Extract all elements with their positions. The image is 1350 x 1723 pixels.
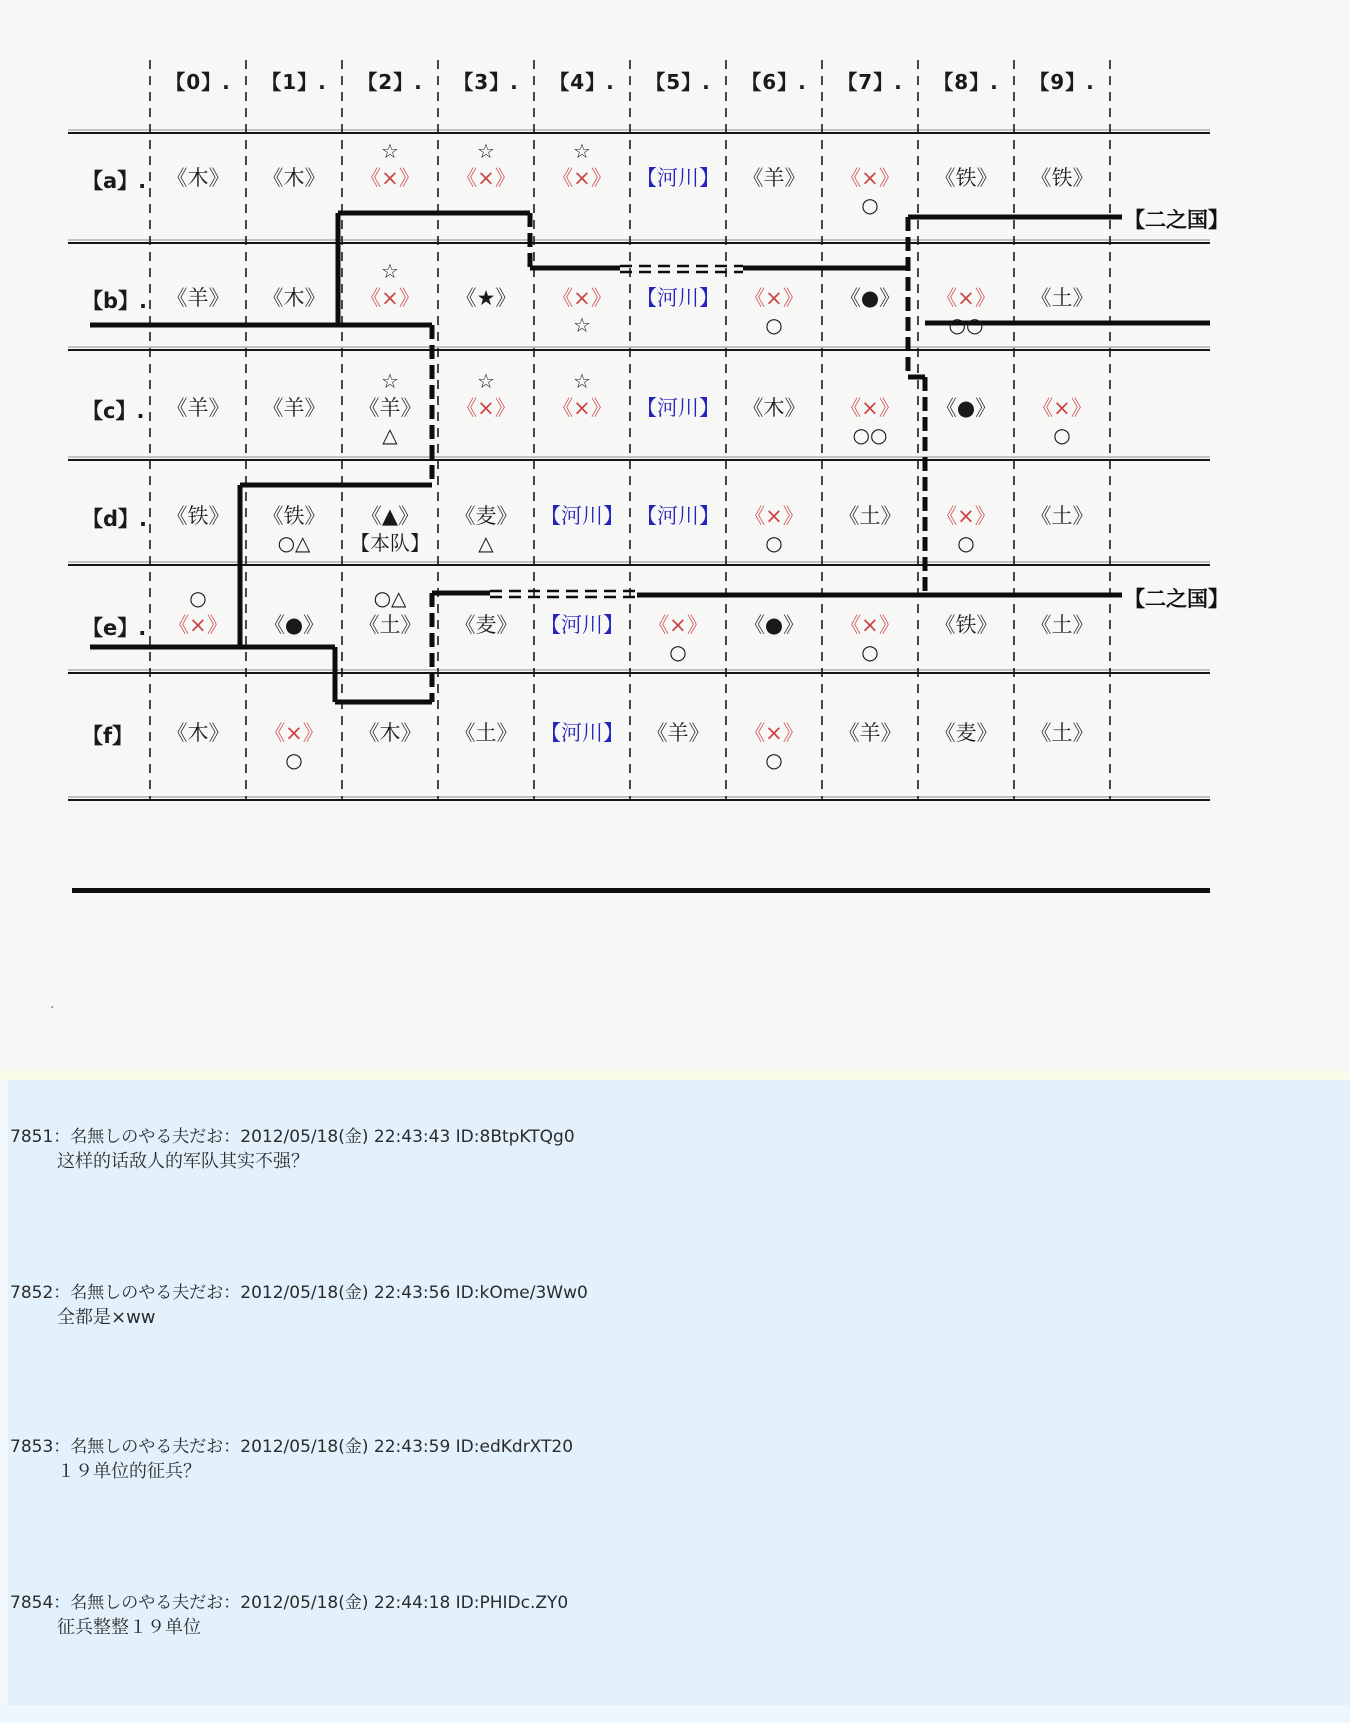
map-cell-c0: 《羊》 bbox=[166, 396, 230, 420]
col-header-2: 【2】. bbox=[357, 70, 423, 94]
map-cell-c5: 【河川】 bbox=[636, 396, 720, 420]
map-cell-f4: 【河川】 bbox=[540, 721, 624, 745]
stray-dot: . bbox=[50, 996, 55, 1012]
map-cell-c8: 《●》 bbox=[935, 396, 997, 420]
map-cell-e8: 《铁》 bbox=[934, 613, 998, 637]
post-body-7851: 这样的话敌人的军队其实不强？ bbox=[57, 1151, 309, 1172]
row-label-d: 【d】. bbox=[82, 507, 148, 531]
col-header-5: 【5】. bbox=[645, 70, 711, 94]
map-cell-c7-bottom: ○○ bbox=[852, 423, 888, 447]
map-cell-c4: 《×》 bbox=[552, 396, 612, 420]
map-cell-c3: 《×》 bbox=[456, 396, 516, 420]
post-7851 bbox=[0, 1122, 1340, 1182]
map-cell-e5-bottom: ○ bbox=[669, 640, 687, 664]
map-cell-c9: 《×》 bbox=[1032, 396, 1092, 420]
map-cell-f6: 《×》 bbox=[744, 721, 804, 745]
post-7853 bbox=[0, 1432, 1340, 1492]
map-cell-c2-top: ☆ bbox=[381, 369, 399, 393]
map-cell-d1: 《铁》 bbox=[262, 504, 326, 528]
post-header-7851: 7851：名無しのやる夫だお：2012/05/18(金) 22:43:43 ID:8BtpKTQg0 bbox=[10, 1127, 575, 1147]
map-cell-f7: 《羊》 bbox=[838, 721, 902, 745]
map-cell-f5: 《羊》 bbox=[646, 721, 710, 745]
map-cell-c4-top: ☆ bbox=[573, 369, 591, 393]
map-cell-f3: 《土》 bbox=[454, 721, 518, 745]
post-body-7853: １９单位的征兵？ bbox=[57, 1461, 201, 1482]
post-header-7852: 7852：名無しのやる夫だお：2012/05/18(金) 22:43:56 ID:kOme/3Ww0 bbox=[10, 1283, 588, 1303]
map-cell-e1: 《●》 bbox=[263, 613, 325, 637]
map-cell-f0: 《木》 bbox=[166, 721, 230, 745]
map-cell-f2: 《木》 bbox=[358, 721, 422, 745]
map-cell-d5: 【河川】 bbox=[636, 504, 720, 528]
map-cell-c7: 《×》 bbox=[840, 396, 900, 420]
map-cell-c6: 《木》 bbox=[742, 396, 806, 420]
map-cell-a6: 《羊》 bbox=[742, 166, 806, 190]
map-cell-d1-bottom: ○△ bbox=[277, 531, 311, 555]
post-header-7854: 7854：名無しのやる夫だお：2012/05/18(金) 22:44:18 ID:PHIDc.ZY0 bbox=[10, 1593, 569, 1613]
map-cell-e4: 【河川】 bbox=[540, 613, 624, 637]
country-label-north: 【二之国】 bbox=[1124, 208, 1229, 232]
map-cell-a3-top: ☆ bbox=[477, 139, 495, 163]
map-cell-b4: 《×》 bbox=[552, 286, 612, 310]
post-body-7852: 全都是×ww bbox=[57, 1307, 156, 1328]
map-cell-b6-bottom: ○ bbox=[765, 313, 783, 337]
map-cell-b3: 《★》 bbox=[455, 286, 517, 310]
col-header-7: 【7】. bbox=[837, 70, 903, 94]
country-label-south: 【二之国】 bbox=[1124, 587, 1229, 611]
map-cell-c2: 《羊》 bbox=[358, 396, 422, 420]
map-cell-d0: 《铁》 bbox=[166, 504, 230, 528]
row-label-e: 【e】. bbox=[82, 616, 147, 640]
row-label-c: 【c】. bbox=[82, 399, 145, 423]
map-cell-e7: 《×》 bbox=[840, 613, 900, 637]
map-cell-b2: 《×》 bbox=[360, 286, 420, 310]
map-cell-a9: 《铁》 bbox=[1030, 166, 1094, 190]
col-header-8: 【8】. bbox=[933, 70, 999, 94]
row-label-f: 【f】 bbox=[82, 724, 134, 748]
map-cell-b8-bottom: ○○ bbox=[948, 313, 984, 337]
map-cell-a3: 《×》 bbox=[456, 166, 516, 190]
map-cell-e6: 《●》 bbox=[743, 613, 805, 637]
map-cell-c9-bottom: ○ bbox=[1053, 423, 1071, 447]
map-cell-e5: 《×》 bbox=[648, 613, 708, 637]
map-cell-a4: 《×》 bbox=[552, 166, 612, 190]
map-cell-a2: 《×》 bbox=[360, 166, 420, 190]
map-cell-a7-bottom: ○ bbox=[861, 193, 879, 217]
map-cell-c3-top: ☆ bbox=[477, 369, 495, 393]
map-cell-d6: 《×》 bbox=[744, 504, 804, 528]
col-header-4: 【4】. bbox=[549, 70, 615, 94]
map-cell-b5: 【河川】 bbox=[636, 286, 720, 310]
map-cell-e0-top: ○ bbox=[189, 586, 207, 610]
map-cell-a7: 《×》 bbox=[840, 166, 900, 190]
map-cell-a1: 《木》 bbox=[262, 166, 326, 190]
map-cell-a4-top: ☆ bbox=[573, 139, 591, 163]
forum-bottom-strip bbox=[0, 1705, 1350, 1723]
map-cell-d8: 《×》 bbox=[936, 504, 996, 528]
map-cell-a5: 【河川】 bbox=[636, 166, 720, 190]
map-cell-d3: 《麦》 bbox=[454, 504, 518, 528]
map-cell-e7-bottom: ○ bbox=[861, 640, 879, 664]
map-cell-b0: 《羊》 bbox=[166, 286, 230, 310]
map-cell-a2-top: ☆ bbox=[381, 139, 399, 163]
map-cell-c2-bottom: △ bbox=[382, 423, 398, 447]
map-cell-d3-bottom: △ bbox=[478, 531, 494, 555]
row-label-b: 【b】. bbox=[82, 289, 148, 313]
post-header-7853: 7853：名無しのやる夫だお：2012/05/18(金) 22:43:59 ID:edKdrXT20 bbox=[10, 1437, 574, 1457]
forum-top-strip bbox=[0, 1071, 1350, 1080]
map-cell-a0: 《木》 bbox=[166, 166, 230, 190]
map-cell-d4: 【河川】 bbox=[540, 504, 624, 528]
map-cell-d7: 《土》 bbox=[838, 504, 902, 528]
col-header-6: 【6】. bbox=[741, 70, 807, 94]
map-cell-e3: 《麦》 bbox=[454, 613, 518, 637]
map-cell-b8: 《×》 bbox=[936, 286, 996, 310]
map-cell-b4-bottom: ☆ bbox=[573, 313, 591, 337]
map-cell-b7: 《●》 bbox=[839, 286, 901, 310]
comment-section bbox=[0, 1080, 1350, 1723]
col-header-0: 【0】. bbox=[165, 70, 231, 94]
map-cell-d2-bottom: 【本队】 bbox=[350, 531, 430, 555]
post-7852 bbox=[0, 1278, 1340, 1338]
map-cell-b6: 《×》 bbox=[744, 286, 804, 310]
map-cell-f1-bottom: ○ bbox=[285, 748, 303, 772]
post-body-7854: 征兵整整１９单位 bbox=[57, 1617, 201, 1638]
map-cell-d6-bottom: ○ bbox=[765, 531, 783, 555]
row-label-a: 【a】. bbox=[82, 169, 147, 193]
map-cell-a8: 《铁》 bbox=[934, 166, 998, 190]
map-cell-d9: 《土》 bbox=[1030, 504, 1094, 528]
map-cell-e2: 《土》 bbox=[358, 613, 422, 637]
map-cell-f8: 《麦》 bbox=[934, 721, 998, 745]
map-cell-d8-bottom: ○ bbox=[957, 531, 975, 555]
map-cell-b2-top: ☆ bbox=[381, 259, 399, 283]
map-cell-b1: 《木》 bbox=[262, 286, 326, 310]
col-header-1: 【1】. bbox=[261, 70, 327, 94]
map-cell-f9: 《土》 bbox=[1030, 721, 1094, 745]
map-cell-d2: 《▲》 bbox=[360, 504, 420, 528]
map-cell-b9: 《土》 bbox=[1030, 286, 1094, 310]
section-divider-line bbox=[72, 888, 1210, 893]
map-cell-c1: 《羊》 bbox=[262, 396, 326, 420]
map-cell-e2-top: ○△ bbox=[373, 586, 407, 610]
col-header-9: 【9】. bbox=[1029, 70, 1095, 94]
map-cell-f6-bottom: ○ bbox=[765, 748, 783, 772]
post-7854 bbox=[0, 1588, 1340, 1648]
map-cell-f1: 《×》 bbox=[264, 721, 324, 745]
map-cell-e9: 《土》 bbox=[1030, 613, 1094, 637]
map-cell-e0: 《×》 bbox=[168, 613, 228, 637]
col-header-3: 【3】. bbox=[453, 70, 519, 94]
